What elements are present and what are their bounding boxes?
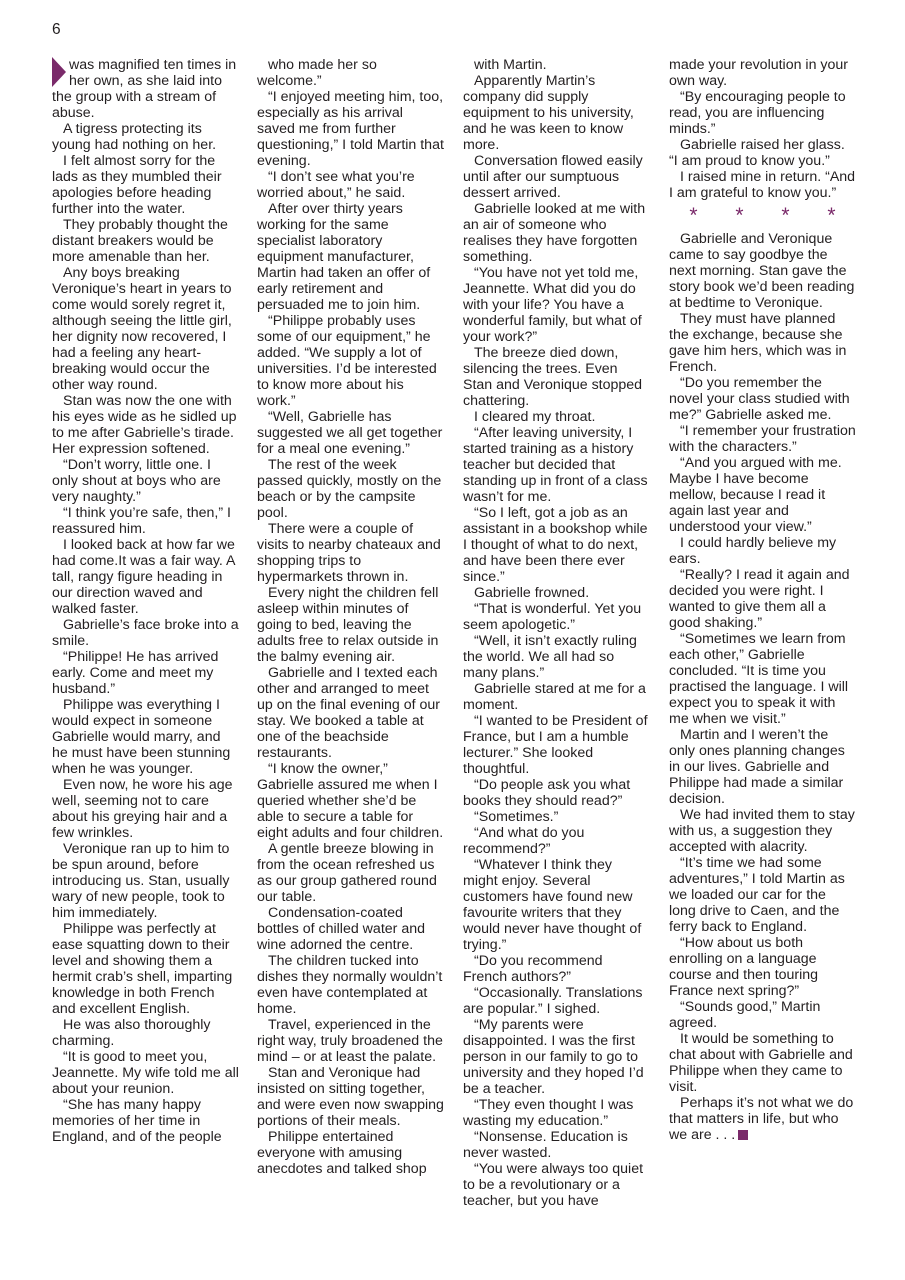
section-divider: * * * * (689, 204, 852, 227)
paragraph: I raised mine in return. “And I am grateful to know you.” (669, 169, 856, 201)
text-column-4 (669, 57, 856, 1143)
paragraph: He was also thoroughly charming. (52, 1017, 211, 1049)
paragraph: A tigress protecting its young had nothing on her. (52, 121, 217, 153)
paragraph: Gabrielle and I texted each other and arranged to meet up on the final evening of our stay. We booked a table at one of the beachside restaurants. (257, 665, 440, 761)
paragraph: “Nonsense. Education is never wasted. (463, 1129, 628, 1161)
paragraph: I looked back at how far we had come.It was a fair way. A tall, rangy figure heading in our direction waved and walked faster. (52, 537, 235, 617)
column-4-part-1 (669, 57, 856, 201)
paragraph: “Do you remember the novel your class studied with me?” Gabrielle asked me. (669, 375, 850, 423)
paragraph: “After leaving university, I started training as a history teacher but decided that standing up in front of a class wasn’t for me. (463, 425, 648, 505)
paragraph: Philippe was perfectly at ease squatting down to their level and showing them a hermit crab’s shell, imparting knowledge in both French and excellent English. (52, 921, 233, 1017)
column-4-part-2 (669, 231, 856, 1143)
paragraph: A gentle breeze blowing in from the ocean refreshed us as our group gathered round our table. (257, 841, 437, 905)
paragraph: “Do people ask you what books they should read?” (463, 777, 631, 809)
text-column-2 (257, 57, 444, 1177)
paragraph: “Sometimes.” (474, 809, 559, 825)
paragraph: “Whatever I think they might enjoy. Several customers have found new favourite writers that they would never have thought of trying.” (463, 857, 642, 953)
paragraph: “By encouraging people to read, you are influencing minds.” (669, 89, 846, 137)
paragraph: The rest of the week passed quickly, mostly on the beach or by the campsite pool. (257, 457, 442, 521)
paragraph: “They even thought I was wasting my education.” (463, 1097, 634, 1129)
paragraph: “And you argued with me. Maybe I have become mellow, because I read it again last year and understood your view.” (669, 455, 842, 535)
paragraph: Stan and Veronique had insisted on sitting together, and were even now swapping portions of their meals. (257, 1065, 444, 1129)
paragraph: They probably thought the distant breakers would be more amenable than her. (52, 217, 228, 265)
paragraph: “Well, it isn’t exactly ruling the world. We all had so many plans.” (463, 633, 637, 681)
paragraph: “I remember your frustration with the characters.” (669, 423, 856, 455)
paragraph: with Martin. (474, 57, 547, 73)
paragraph: “It is good to meet you, Jeannette. My wife told me all about your reunion. (52, 1049, 239, 1097)
paragraph: “She has many happy memories of her time in England, and of the people (52, 1097, 222, 1145)
paragraph: Even now, he wore his age well, seeming not to care about his greying hair and a few wrinkles. (52, 777, 233, 841)
paragraph: “I don’t see what you’re worried about,” he said. (257, 169, 415, 201)
paragraph: “Sounds good,” Martin agreed. (669, 999, 821, 1031)
text-column-1 (52, 57, 239, 1145)
paragraph: I felt almost sorry for the lads as they mumbled their apologies before heading further into the water. (52, 153, 222, 217)
paragraph: Gabrielle frowned. (474, 585, 590, 601)
paragraph: “Sometimes we learn from each other,” Gabrielle concluded. “It is time you practised the language. I will expect you to speak it with me when we visit.” (669, 631, 849, 727)
paragraph: Philippe was everything I would expect in someone Gabrielle would marry, and he must have been stunning when he was younger. (52, 697, 231, 777)
paragraph: “I think you’re safe, then,” I reassured him. (52, 505, 231, 537)
paragraph: After over thirty years working for the same specialist laboratory equipment manufacturer, Martin had taken an offer of early retirement and persuaded me to join him. (257, 201, 431, 313)
paragraph: Perhaps it’s not what we do that matters in life, but who we are . . . (669, 1095, 854, 1143)
paragraph: “My parents were disappointed. I was the first person in our family to go to university and they hoped I’d be a teacher. (463, 1017, 644, 1097)
paragraph: “So I left, got a job as an assistant in a bookshop while I thought of what to do next, and have been there ever since.” (463, 505, 648, 585)
paragraph: There were a couple of visits to nearby chateaux and shopping trips to hypermarkets thrown in. (257, 521, 441, 585)
paragraph: Any boys breaking Veronique’s heart in years to come would sorely regret it, although seeing the little girl, her dignity now recovered, I had a feeling any heart-breaking would occur the other way round. (52, 265, 232, 393)
paragraph: “How about us both enrolling on a language course and then touring France next spring?” (669, 935, 819, 999)
page-number: 6 (52, 21, 61, 38)
paragraph: Veronique ran up to him to be spun around, before introducing us. Stan, usually wary of new people, took to him immediately. (52, 841, 230, 921)
paragraph: “It’s time we had some adventures,” I told Martin as we loaded our car for the long drive to Caen, and the ferry back to England. (669, 855, 845, 935)
paragraph: Gabrielle stared at me for a moment. (463, 681, 646, 713)
paragraph: Stan was now the one with his eyes wide as he sidled up to me after Gabrielle’s tirade. Her expression softened. (52, 393, 237, 457)
paragraph: “I enjoyed meeting him, too, especially as his arrival saved me from further questioning,” I told Martin that evening. (257, 89, 444, 169)
paragraph: “Do you recommend French authors?” (463, 953, 603, 985)
paragraph: Apparently Martin’s company did supply equipment to his university, and he was keen to know more. (463, 73, 634, 153)
paragraph: Conversation flowed easily until after our sumptuous dessert arrived. (463, 153, 643, 201)
paragraph: Gabrielle’s face broke into a smile. (52, 617, 239, 649)
paragraph: “Philippe! He has arrived early. Come and meet my husband.” (52, 649, 219, 697)
paragraph: I could hardly believe my ears. (669, 535, 837, 567)
paragraph: Condensation-coated bottles of chilled water and wine adorned the centre. (257, 905, 425, 953)
paragraph: “You have not yet told me, Jeannette. What did you do with your life? You have a wonderful family, but what of your work?” (463, 265, 642, 345)
paragraph: “You were always too quiet to be a revolutionary or a teacher, but you have (463, 1161, 644, 1209)
paragraph: “Occasionally. Translations are popular.” I sighed. (463, 985, 643, 1017)
paragraph: Every night the children fell asleep within minutes of going to bed, leaving the adults free to relax outside in the balmy evening air. (257, 585, 439, 665)
paragraph: “I wanted to be President of France, but I am a humble lecturer.” She looked thoughtful. (463, 713, 648, 777)
paragraph: Travel, experienced in the right way, truly broadened the mind – or at least the palate. (257, 1017, 443, 1065)
paragraph: The breeze died down, silencing the trees. Even Stan and Veronique stopped chattering. (463, 345, 643, 409)
paragraph: Philippe entertained everyone with amusing anecdotes and talked shop (257, 1129, 427, 1177)
paragraph: “I know the owner,” Gabrielle assured me when I queried whether she’d be able to secure a table for eight adults and four children. (257, 761, 444, 841)
paragraph: Gabrielle and Veronique came to say goodbye the next morning. Stan gave the story book we’d been reading at bedtime to Veronique. (669, 231, 855, 311)
paragraph: was magnified ten times in her own, as she laid into the group with a stream of abuse. (52, 57, 237, 121)
paragraph: The children tucked into dishes they normally wouldn’t even have contemplated at home. (257, 953, 443, 1017)
paragraph: “And what do you recommend?” (463, 825, 585, 857)
paragraph: “Philippe probably uses some of our equipment,” he added. “We supply a lot of universities. I’d be interested to know more about his work.” (257, 313, 437, 409)
end-of-article-mark (738, 1130, 748, 1140)
text-column-3 (463, 57, 650, 1209)
paragraph: We had invited them to stay with us, a suggestion they accepted with alacrity. (669, 807, 855, 855)
paragraph: “Really? I read it again and decided you were right. I wanted to give them all a good shaking.” (669, 567, 850, 631)
paragraph: Gabrielle looked at me with an air of someone who realises they have forgotten something. (463, 201, 646, 265)
paragraph: “Don’t worry, little one. I only shout at boys who are very naughty.” (52, 457, 221, 505)
paragraph: “That is wonderful. Yet you seem apologetic.” (463, 601, 642, 633)
paragraph: I cleared my throat. (474, 409, 596, 425)
paragraph: made your revolution in your own way. (669, 57, 849, 89)
paragraph: They must have planned the exchange, because she gave him hers, which was in French. (669, 311, 847, 375)
section-start-marker (52, 57, 66, 87)
paragraph: Martin and I weren’t the only ones planning changes in our lives. Gabrielle and Philippe had made a similar decision. (669, 727, 845, 807)
paragraph: Gabrielle raised her glass. “I am proud to know you.” (669, 137, 845, 169)
paragraph: It would be something to chat about with Gabrielle and Philippe when they came to visit. (669, 1031, 853, 1095)
paragraph: “Well, Gabrielle has suggested we all get together for a meal one evening.” (257, 409, 443, 457)
paragraph: who made her so welcome.” (257, 57, 377, 89)
